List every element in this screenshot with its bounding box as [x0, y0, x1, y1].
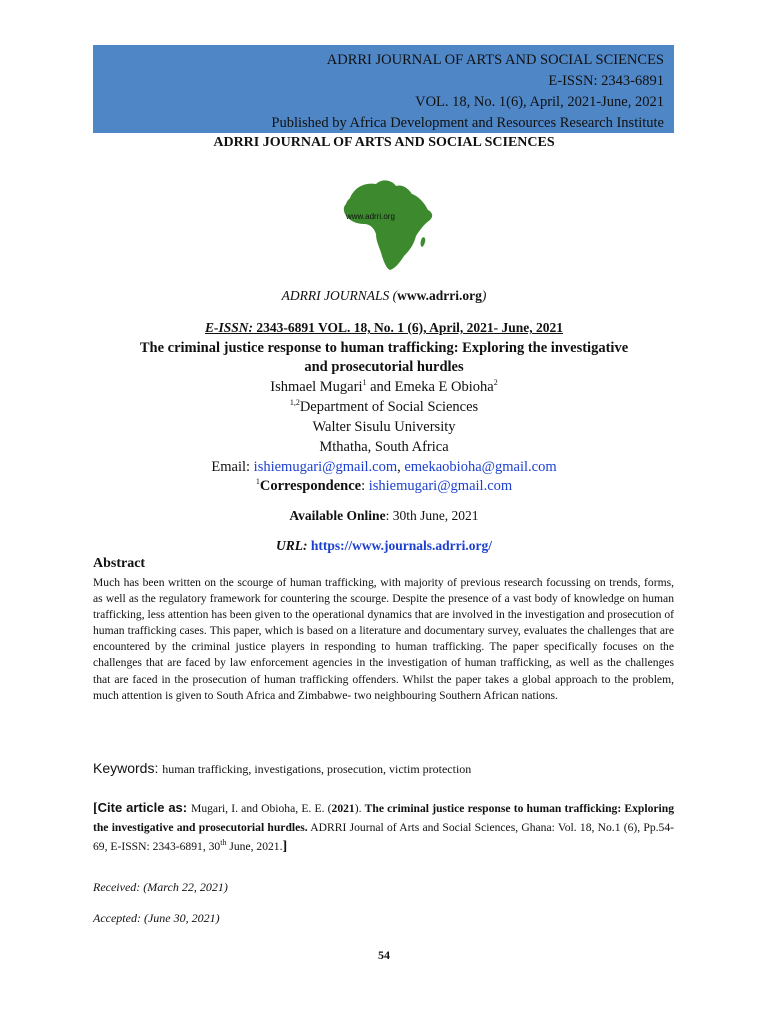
- email-label: Email:: [211, 459, 254, 475]
- cite-open-bracket: [: [93, 801, 98, 816]
- issn-line: [0, 320, 768, 336]
- journal-title: ADRRI JOURNAL OF ARTS AND SOCIAL SCIENCES: [213, 135, 555, 150]
- department-sup: 1,2: [289, 398, 300, 408]
- journals-suffix: ): [481, 288, 487, 303]
- africa-map-icon: [336, 176, 436, 274]
- cite-authors: Mugari, I. and Obioha, E. E. (: [191, 802, 332, 815]
- department: Department of Social Sciences: [299, 399, 479, 415]
- journals-site: www.adrri.org: [397, 288, 482, 303]
- page-number: 54: [378, 948, 390, 962]
- paper-title-line1: The criminal justice response to human trafficking: Exploring the investigative: [139, 340, 629, 356]
- url-link[interactable]: https://www.journals.adrri.org/: [307, 538, 492, 553]
- cite-end: June, 2021.: [226, 840, 283, 853]
- authors-line: [0, 377, 768, 397]
- issn-details: 2343-6891 VOL. 18, No. 1 (6), April, 2021- June, 2021: [253, 320, 563, 335]
- paper-title-line2: and prosecutorial hurdles: [304, 359, 464, 375]
- header-publisher: Published by Africa Development and Resources Research Institute: [271, 115, 664, 131]
- available-online-date: : 30th June, 2021: [385, 508, 479, 523]
- correspondence-sup: 1: [255, 477, 260, 487]
- available-online-label: Available Online: [289, 508, 386, 523]
- location: Mthatha, South Africa: [319, 439, 449, 455]
- keywords-text: human trafficking, investigations, prosecution, victim protection: [162, 762, 472, 776]
- received-date: Received: (March 22, 2021): [93, 880, 228, 894]
- email-link-2[interactable]: emekaobioha@gmail.com: [404, 459, 557, 475]
- cite-rest: ADRRI Journal of Arts and Social Sciences, Ghana: Vol. 18, No.1 (6), Pp.54-69, E-ISSN: 2343-6891, 30: [93, 821, 674, 853]
- email-link-1[interactable]: ishiemugari@gmail.com: [253, 459, 398, 475]
- keywords-line: [93, 760, 674, 777]
- cite-close-bracket: ]: [282, 839, 288, 854]
- header-eissn: E-ISSN: 2343-6891: [548, 73, 664, 89]
- url-label: URL:: [275, 538, 308, 553]
- email-separator: ,: [397, 459, 405, 475]
- journals-line: [0, 288, 768, 304]
- author-1-sup: 1: [362, 378, 367, 388]
- author-1: Ishmael Mugari: [270, 379, 363, 395]
- accepted-date: Accepted: (June 30, 2021): [93, 911, 220, 925]
- cite-year: 2021: [331, 802, 355, 815]
- email-line: [0, 457, 768, 477]
- header-journal-name: ADRRI JOURNAL OF ARTS AND SOCIAL SCIENCES: [326, 52, 664, 68]
- correspondence-line: [0, 476, 768, 496]
- citation-block: [93, 798, 674, 856]
- header-volume: VOL. 18, No. 1(6), April, 2021-June, 2021: [415, 94, 664, 110]
- journals-prefix: ADRRI JOURNALS (: [281, 288, 398, 303]
- paper-title: [0, 339, 768, 377]
- logo-text: www.adrri.org: [346, 212, 395, 221]
- authors-and: and: [366, 379, 395, 395]
- issn-label: E-ISSN:: [204, 320, 253, 335]
- abstract-body: Much has been written on the scourge of human trafficking, with majority of previous research focussing on trends, forms, as well as the regulatory framework for countering the scourge. Despite the presence of a vast body of knowledge on human trafficking, less attention has been given to the operational dynamics that are involved in the investigation and prosecution of human trafficking cases. This paper, which is based on a literature and documentary survey, evaluates the challenges that are encountered by the criminal justice players in responding to human trafficking. The paper specifically focuses on the challenges that are faced by law enforcement agencies in the investigation of human trafficking, as well as the challenges that are faced in the prosecution of human trafficking offenders. Whilst the paper takes a global approach to the problem, much attention is given to South Africa and Zimbabwe- two neighbouring Southern African nations.: [93, 576, 674, 702]
- cite-colon: :: [182, 800, 192, 815]
- author-2-sup: 2: [493, 378, 498, 388]
- correspondence-label: Correspondence: [259, 478, 362, 494]
- cite-after-year: ).: [354, 802, 365, 815]
- cite-th-sup: th: [220, 838, 227, 848]
- available-online-line: [0, 508, 768, 524]
- keywords-label: Keywords: [93, 760, 155, 776]
- abstract-heading: Abstract: [93, 556, 146, 571]
- department-line: [0, 397, 768, 417]
- journal-header-band: [93, 45, 674, 133]
- cite-label: Cite article as: [97, 800, 183, 815]
- url-line: [0, 538, 768, 554]
- author-2: Emeka E Obioha: [394, 379, 494, 395]
- correspondence-email-link[interactable]: ishiemugari@gmail.com: [368, 478, 513, 494]
- keywords-colon: :: [154, 760, 163, 776]
- correspondence-colon: :: [361, 478, 369, 494]
- cite-title: The criminal justice response to human trafficking: Exploring the investigative and prosecutorial hurdles.: [93, 802, 674, 834]
- university: Walter Sisulu University: [312, 419, 456, 435]
